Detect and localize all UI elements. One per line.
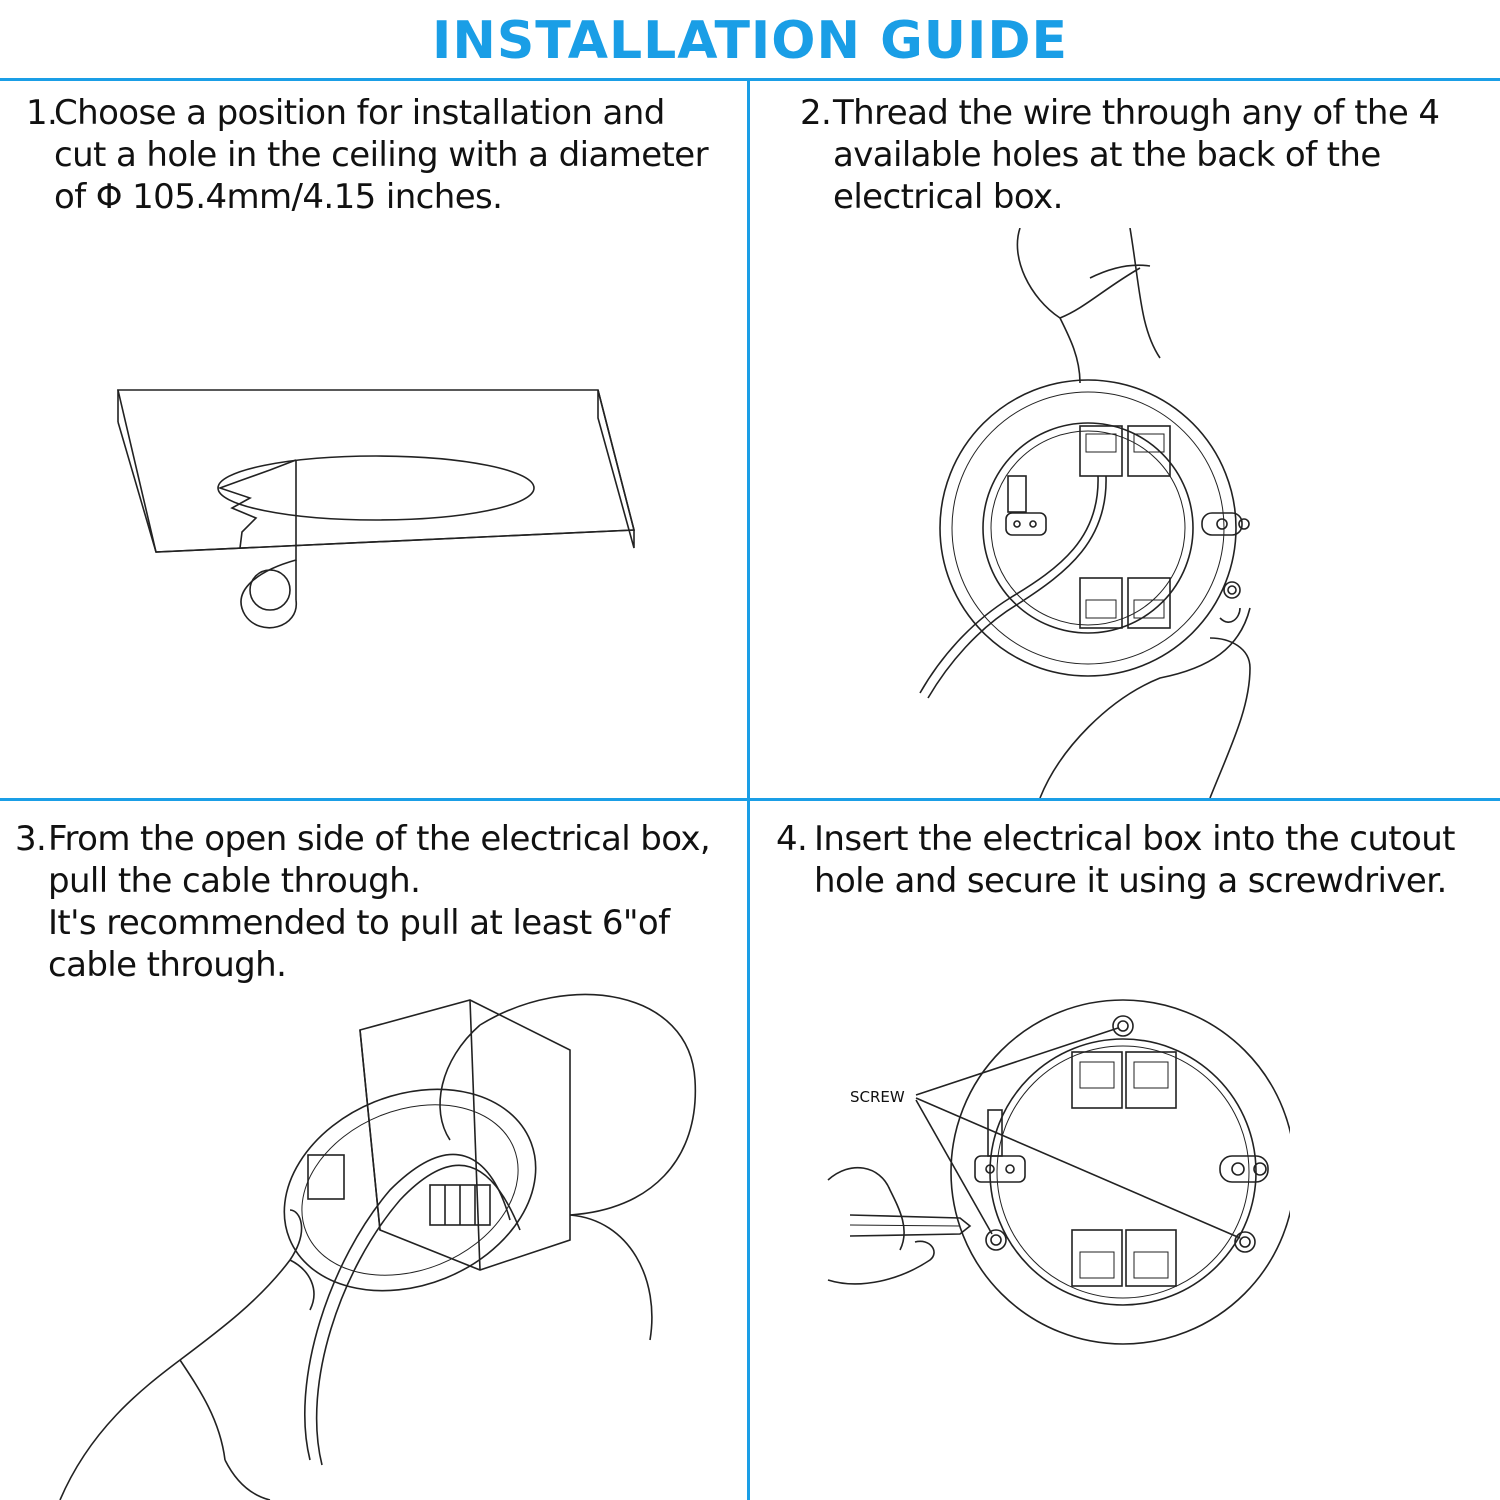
column-divider [747, 78, 750, 1500]
step-4 [776, 818, 1491, 902]
step-1 [26, 92, 736, 218]
header-divider [0, 78, 1500, 81]
step-1-number: 1. [26, 93, 58, 133]
step-4-text: Insert the electrical box into the cutout hole and secure it using a screwdriver. [814, 819, 1455, 901]
step-1-text: Choose a position for installation and cut a hole in the ceiling with a diameter of Φ 105.4mm/4.15 inches. [54, 93, 708, 217]
ceiling-cut-illustration [100, 380, 660, 640]
step-3-text: From the open side of the electrical box, pull the cable through. It's recommended to pull at least 6"of cable through. [48, 819, 711, 985]
step-3-number: 3. [15, 819, 47, 859]
row-divider [0, 798, 1500, 801]
page-title: INSTALLATION GUIDE [431, 11, 1069, 71]
wire-thread-illustration [910, 228, 1270, 798]
step-2-number: 2. [800, 93, 832, 133]
cable-pull-illustration [50, 960, 710, 1500]
step-2 [800, 92, 1480, 218]
step-2-text: Thread the wire through any of the 4 available holes at the back of the electrical box. [833, 93, 1440, 217]
screw-callout-label: SCREW [850, 1088, 905, 1106]
screw-secure-illustration [820, 990, 1290, 1350]
step-4-number: 4. [776, 819, 808, 859]
